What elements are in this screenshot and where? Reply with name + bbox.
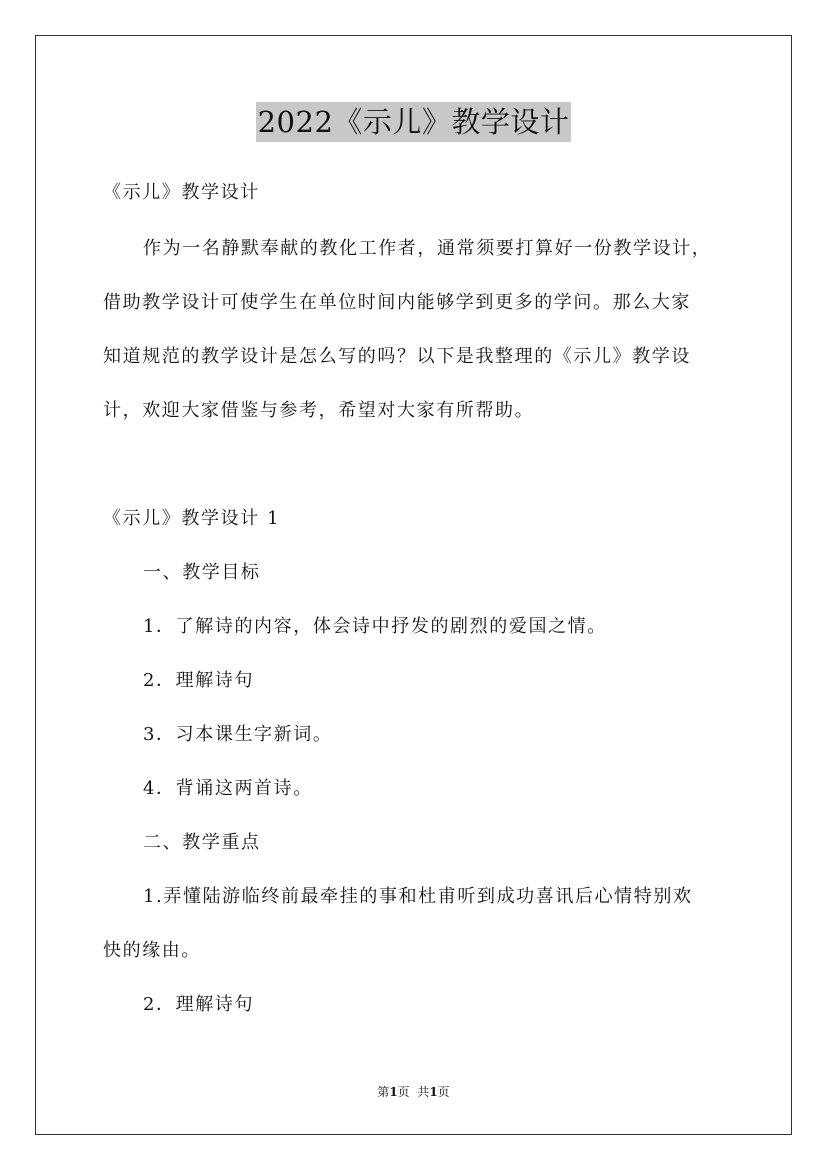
page-footer bbox=[0, 1084, 827, 1100]
footer-page-number: 1 bbox=[389, 1085, 398, 1099]
footer-suffix: 页 bbox=[437, 1085, 450, 1099]
section-heading: 《示儿》教学设计 1 bbox=[103, 508, 281, 529]
intro-line-4: 计，欢迎大家借鉴与参考，希望对大家有所帮助。 bbox=[103, 400, 535, 421]
goals-heading: 一、教学目标 bbox=[143, 562, 261, 583]
goal-item-3: 3．习本课生字新词。 bbox=[143, 724, 333, 745]
focus-item-1-line-2: 快的缘由。 bbox=[103, 940, 201, 961]
goal-item-2: 2．理解诗句 bbox=[143, 670, 255, 691]
footer-total-pages: 1 bbox=[429, 1085, 438, 1099]
focus-item-1-line-1: 1.弄懂陆游临终前最牵挂的事和杜甫听到成功喜讯后心情特别欢 bbox=[143, 886, 693, 907]
goal-item-4: 4．背诵这两首诗。 bbox=[143, 778, 313, 799]
document-title: 2022《示儿》教学设计 bbox=[256, 102, 572, 142]
footer-prefix: 第 bbox=[377, 1085, 390, 1099]
footer-middle: 页 共 bbox=[397, 1085, 430, 1099]
title-container bbox=[0, 102, 827, 142]
goal-item-1: 1．了解诗的内容，体会诗中抒发的剧烈的爱国之情。 bbox=[143, 616, 607, 637]
intro-line-1: 作为一名静默奉献的教化工作者，通常须要打算好一份教学设计， bbox=[143, 238, 712, 259]
document-subtitle: 《示儿》教学设计 bbox=[103, 182, 260, 203]
intro-line-2: 借助教学设计可使学生在单位时间内能够学到更多的学问。那么大家 bbox=[103, 292, 691, 313]
intro-line-3: 知道规范的教学设计是怎么写的吗？以下是我整理的《示儿》教学设 bbox=[103, 346, 691, 367]
focus-item-2: 2．理解诗句 bbox=[143, 994, 255, 1015]
focus-heading: 二、教学重点 bbox=[143, 832, 261, 853]
